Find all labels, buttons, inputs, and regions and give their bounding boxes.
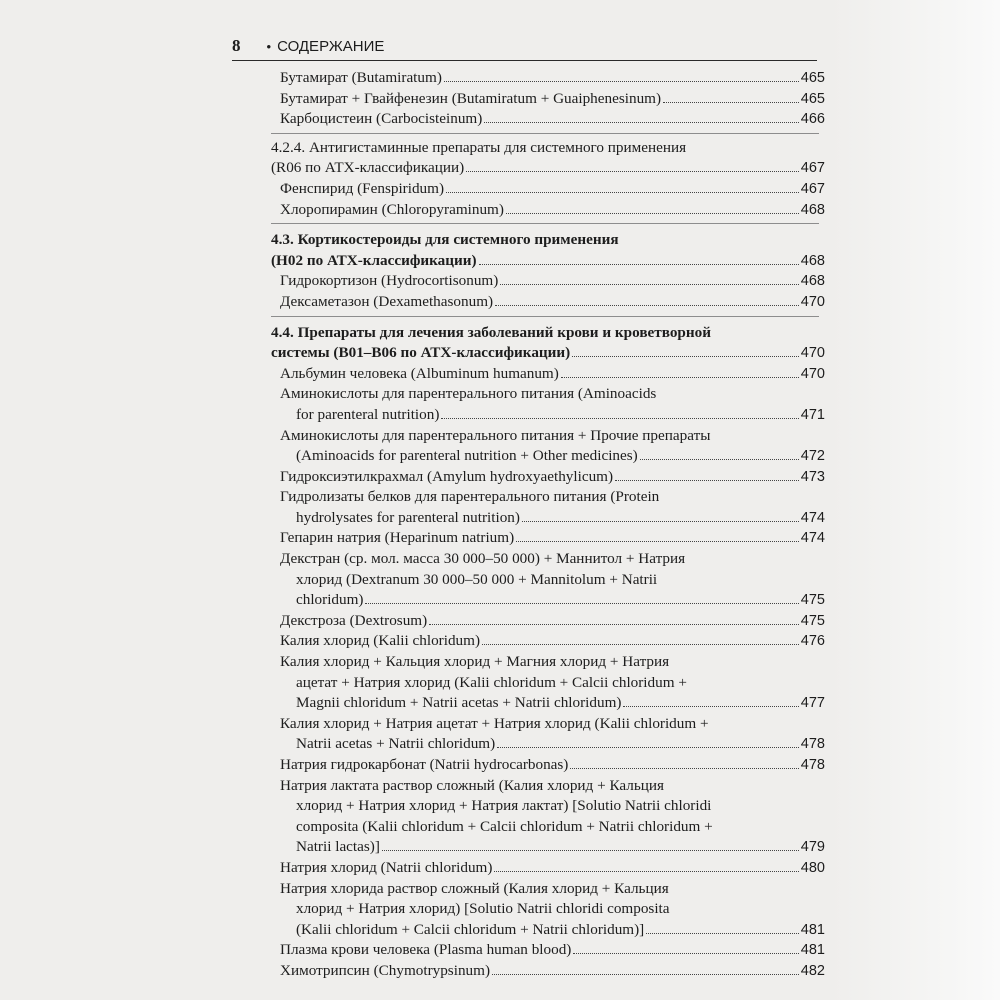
toc-page-number: 471 [800,406,825,423]
toc-entry-last-line [280,920,825,941]
toc-entry-last-line [280,693,825,714]
toc-page-number: 481 [800,921,825,938]
toc-entry-text: chloridum) [296,591,364,609]
toc-entry [200,292,825,313]
dot-leader [495,305,799,306]
dot-leader [497,747,799,748]
toc-entry [200,631,825,652]
toc-page-number: 480 [800,859,825,876]
dot-leader [365,603,798,604]
toc-entry-last-line [280,940,825,961]
toc-entry-text: (Kalii chloridum + Calcii chloridum + Natrii chloridum)] [296,920,645,938]
toc-entry [200,271,825,292]
toc-entry-text: (H02 по АТХ-классификации) [271,251,477,269]
toc-entry [200,109,825,130]
toc-page-number: 465 [800,70,825,86]
toc-entry [200,961,825,982]
toc-entry-line: Аминокислоты для парентерального питания (Aminoacids [280,385,657,403]
toc-entry-line: Гидролизаты белков для парентерального питания (Protein [280,488,660,506]
toc-entry-line: хлорид (Dextranum 30 000–50 000 + Mannitolum + Natrii [296,570,658,588]
toc-entry-line: Натрия лактата раствор сложный (Калия хлорид + Кальция [280,776,664,794]
section-separator [271,133,819,134]
toc-entry-text: Фенспирид (Fenspiridum) [280,179,445,197]
toc-page-number: 468 [800,201,825,218]
dot-leader [572,356,799,357]
toc-entry-text: Натрия гидрокарбонат (Natrii hydrocarbonas) [280,756,569,773]
toc-entry-text: Карбоцистеин (Carbocisteinum) [280,110,483,128]
toc-entry-line: Натрия хлорида раствор сложный (Калия хлорид + Кальция [280,879,669,897]
toc-entry-text: Natrii lactas)] [296,838,380,856]
toc-entry-line: хлорид + Натрия хлорид) [Solutio Natrii chloridi composita [296,900,670,918]
toc-entry-text: Гепарин натрия (Heparinum natrium) [280,529,515,547]
toc-page-number: 474 [800,509,825,526]
toc-entry-text: Бутамират + Гвайфенезин (Butamiratum + Guaiphenesinum) [280,89,662,107]
toc-entry-last-line [280,631,825,652]
toc-entry-text: Альбумин человека (Albuminum humanum) [280,364,559,382]
toc-page-number: 466 [800,111,825,128]
toc-page-number: 475 [800,592,825,609]
toc-entry-text: системы (B01–B06 по АТХ-классификации) [271,344,571,362]
toc-entry-line: хлорид + Натрия хлорид + Натрия лактат) [Solutio Natrii chloridi [296,797,712,815]
toc-entry-last-line [280,837,825,858]
toc-entry-last-line [280,109,825,130]
toc-entry-text: Калия хлорид (Kalii chloridum) [280,632,481,650]
dot-leader [482,644,799,645]
toc-entry-last-line [271,251,825,272]
toc-page-number: 472 [800,448,825,465]
dot-leader [484,122,799,123]
toc-page-number: 482 [800,962,825,979]
toc-page-number: 470 [800,345,825,362]
toc-entry-last-line [280,89,825,110]
toc-page-number: 474 [800,530,825,547]
toc-entry-text: Гидрокортизон (Hydrocortisonum) [280,272,499,290]
dot-leader [494,871,798,872]
toc-page-number: 467 [800,180,825,197]
toc-entry-last-line [280,446,825,467]
toc-entry-line: Калия хлорид + Кальция хлорид + Магния хлорид + Натрия [280,653,670,671]
toc-entry-text: Гидроксиэтилкрахмал (Amylum hydroxyaethylicum) [280,467,614,485]
toc-entry [200,384,825,425]
toc-entry [200,426,825,467]
toc-entry-last-line [280,508,825,529]
toc-page-number: 478 [800,757,825,773]
toc-entry-last-line [280,467,825,488]
dot-leader [623,706,798,707]
toc-entry-text: (R06 по АТХ-классификации) [271,159,465,177]
header-rule [232,60,817,61]
dot-leader [646,933,799,934]
toc-entry-last-line [280,68,825,89]
toc-entry-last-line [280,271,825,292]
toc-entry-text: Натрия хлорид (Natrii chloridum) [280,858,493,876]
toc-entry [200,323,825,364]
header-bullet: • [266,39,272,54]
toc-entry-text: Химотрипсин (Chymotrypsinum) [280,961,490,979]
section-separator [271,316,819,317]
toc-entry [200,755,825,776]
toc-entry-text: Хлоропирамин (Chloropyraminum) [280,200,504,218]
toc-page-number: 467 [800,160,825,177]
toc-entry [200,549,825,611]
toc-entry [200,364,825,385]
dot-leader [561,377,799,378]
toc-entry [200,230,825,271]
toc-entry-line: Декстран (ср. мол. масса 30 000–50 000) + Маннитол + Натрия [280,550,686,568]
toc-entry [200,940,825,961]
toc-entry-line: ацетат + Натрия хлорид (Kalii chloridum + Calcii chloridum + [296,673,687,691]
toc-entry [200,652,825,714]
toc-page-number: 479 [800,839,825,856]
toc-entry-line: Аминокислоты для парентерального питания + Прочие препараты [280,426,711,444]
toc-entry [200,179,825,200]
dot-leader [570,768,798,769]
toc-entry-last-line [280,611,825,632]
toc-entry [200,487,825,528]
toc-entry-last-line [280,961,825,982]
section-separator [271,223,819,224]
running-header [232,36,812,58]
toc-entry-last-line [280,200,825,221]
toc-page-number: 465 [800,90,825,107]
toc-entry-text: Плазма крови человека (Plasma human blood) [280,941,572,959]
toc-entry-text: Бутамират (Butamiratum) [280,69,442,86]
dot-leader [615,480,799,481]
toc-page-number: 470 [800,293,825,310]
toc-entry-line: 4.4. Препараты для лечения заболеваний крови и кроветворной [271,323,711,341]
dot-leader [640,459,799,460]
dot-leader [479,264,799,265]
toc-entry-text: hydrolysates for parenteral nutrition) [296,508,520,526]
toc-entry-text: for parenteral nutrition) [296,405,440,423]
toc-entry-last-line [280,590,825,611]
dot-leader [506,213,799,214]
toc-entry-text: Magnii chloridum + Natrii acetas + Natrii chloridum) [296,694,622,712]
toc-entry [200,879,825,941]
toc-entry-line: 4.3. Кортикостероиды для системного применения [271,231,619,249]
page-number: 8 [232,36,241,55]
toc-entry-last-line [280,528,825,549]
toc-entry-line: Калия хлорид + Натрия ацетат + Натрия хлорид (Kalii chloridum + [280,714,709,732]
dot-leader [382,850,799,851]
toc-entry [200,467,825,488]
table-of-contents [200,68,825,982]
dot-leader [573,953,798,954]
toc-entry-last-line [280,405,825,426]
toc-entry-text: Декстроза (Dextrosum) [280,611,428,629]
toc-page-number: 478 [800,736,825,753]
toc-page-number: 473 [800,468,825,485]
toc-entry-text: Дексаметазон (Dexamethasonum) [280,292,494,310]
toc-page-number: 468 [800,252,825,269]
toc-page-number: 468 [800,273,825,290]
toc-entry-last-line [280,734,825,755]
toc-entry-line: composita (Kalii chloridum + Calcii chloridum + Natrii chloridum + [296,817,713,835]
toc-page-number: 481 [800,942,825,959]
dot-leader [516,541,799,542]
dot-leader [522,521,799,522]
toc-entry [200,138,825,179]
toc-entry-text: (Aminoacids for parenteral nutrition + Other medicines) [296,447,638,465]
toc-entry [200,89,825,110]
toc-entry-last-line [280,755,825,776]
dot-leader [444,81,799,82]
book-page [200,0,830,1000]
toc-entry-last-line [271,158,825,179]
toc-entry [200,528,825,549]
toc-entry-last-line [280,179,825,200]
toc-entry-last-line [280,292,825,313]
toc-page-number: 477 [800,695,825,712]
dot-leader [492,974,799,975]
dot-leader [500,284,799,285]
dot-leader [446,192,799,193]
toc-entry [200,776,825,858]
dot-leader [466,171,799,172]
dot-leader [429,624,799,625]
page-edge-shadow [830,0,1000,1000]
dot-leader [663,102,799,103]
toc-entry [200,714,825,755]
toc-entry [200,68,825,89]
toc-entry-last-line [271,343,825,364]
toc-entry [200,200,825,221]
toc-entry-last-line [280,858,825,879]
toc-page-number: 476 [800,633,825,650]
toc-entry [200,611,825,632]
header-title: СОДЕРЖАНИЕ [277,38,385,55]
toc-page-number: 475 [800,612,825,629]
toc-entry-last-line [280,364,825,385]
toc-page-number: 470 [800,365,825,382]
toc-entry [200,858,825,879]
toc-entry-line: 4.2.4. Антигистаминные препараты для системного применения [271,138,687,156]
toc-entry-text: Natrii acetas + Natrii chloridum) [296,735,496,753]
dot-leader [441,418,798,419]
